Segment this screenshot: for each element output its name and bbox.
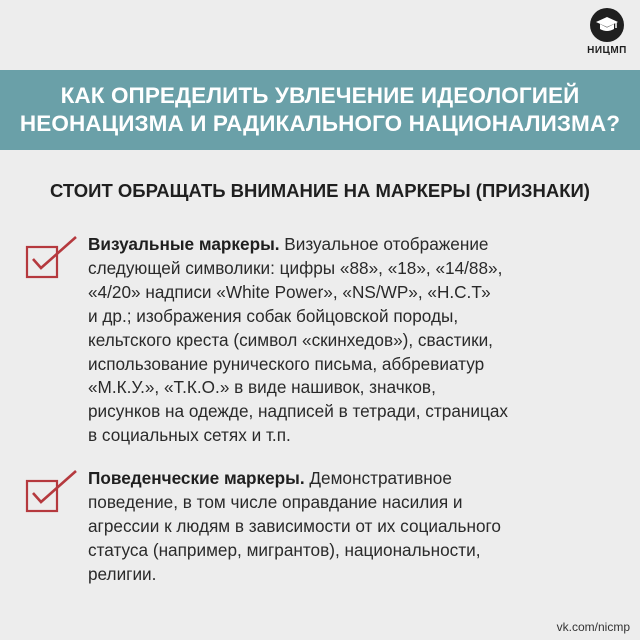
marker-text-behavioral [88, 467, 501, 587]
marker-line: использование рунического письма, аббревиатур [88, 353, 485, 374]
marker-item-visual [24, 233, 624, 448]
graduation-cap-icon [590, 8, 624, 42]
marker-line: религии. [88, 563, 157, 584]
title-line-2: НЕОНАЦИЗМА И РАДИКАЛЬНОГО НАЦИОНАЛИЗМА? [19, 111, 621, 136]
marker-line: поведение, в том числе оправдание насилия и [88, 491, 463, 512]
checkbox-checked-icon [24, 233, 88, 448]
title-line-1: КАК ОПРЕДЕЛИТЬ УВЛЕЧЕНИЕ ИДЕОЛОГИЕЙ [60, 83, 580, 108]
marker-line: Поведенческие маркеры. Демонстративное [88, 468, 452, 488]
marker-lead: Визуальные маркеры. [88, 234, 280, 254]
marker-line: и др.; изображения собак бойцовской породы, [88, 305, 459, 326]
marker-line: агрессии к людям в зависимости от их социального [88, 515, 501, 536]
marker-line: «4/20» надписи «White Power», «NS/WP», «Н.С.Т» [88, 281, 491, 302]
marker-line: в социальных сетях и т.п. [88, 425, 291, 446]
checkbox-checked-icon [24, 467, 88, 587]
marker-line: следующей символики: цифры «88», «18», «14/88», [88, 257, 503, 278]
marker-line: Визуальные маркеры. Визуальное отображение [88, 234, 489, 254]
marker-line: кельтского креста (символ «скинхедов»), свастики, [88, 329, 493, 350]
subtitle: СТОИТ ОБРАЩАТЬ ВНИМАНИЕ НА МАРКЕРЫ (ПРИЗНАКИ) [50, 180, 590, 201]
marker-line: «М.К.У.», «Т.К.О.» в виде нашивок, значков, [88, 377, 436, 398]
marker-lead: Поведенческие маркеры. [88, 468, 305, 488]
footer-url: vk.com/nicmp [556, 620, 630, 634]
marker-line: статуса (например, мигрантов), национальности, [88, 539, 481, 560]
logo [578, 8, 636, 66]
marker-line: рисунков на одежде, надписей в тетради, страницах [88, 401, 508, 422]
logo-text: НИЦМП [587, 45, 627, 56]
marker-text-visual [88, 233, 508, 448]
title-banner [0, 70, 640, 150]
marker-item-behavioral [24, 467, 624, 587]
